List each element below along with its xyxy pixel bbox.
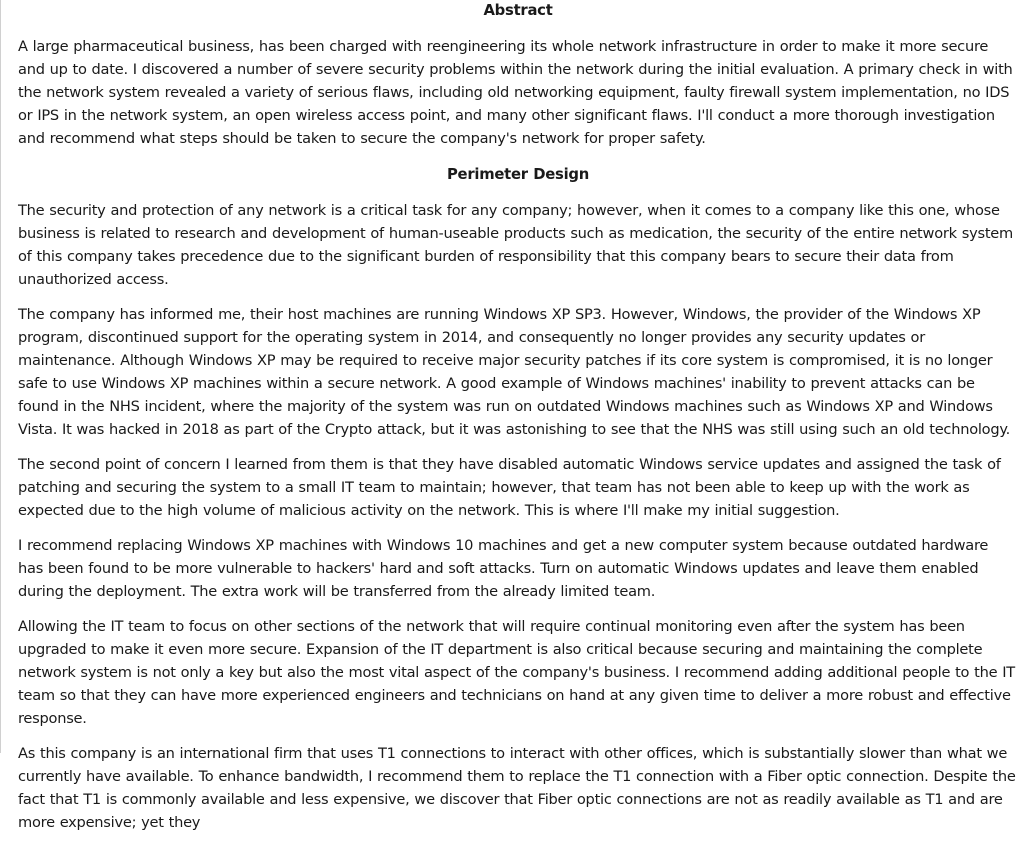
- perimeter-paragraph-4: I recommend replacing Windows XP machines with Windows 10 machines and get a new computer system because outdated hardware has been found to be more vulnerable to hackers' hard and soft attacks. Turn on automatic Windows updates and leave them enabled during the deployment. The extra work will be transferred from the already limited team.: [18, 537, 989, 600]
- perimeter-paragraph-5: Allowing the IT team to focus on other sections of the network that will require continual monitoring even after the system has been upgraded to make it even more secure. Expansion of the IT department is also critical because securing and maintaining the complete network system is not only a key but also the most vital aspect of the company's business. I recommend adding additional people to the IT team so that they can have more experienced engineers and technicians on hand at any given time to deliver a more robust and effective response.: [18, 618, 1015, 727]
- perimeter-paragraph-3: The second point of concern I learned from them is that they have disabled automatic Windows service updates and assigned the task of patching and securing the system to a small IT team to maintain; however, that team has not been able to keep up with the work as expected due to the high volume of malicious activity on the network. This is where I'll make my initial suggestion.: [18, 456, 1001, 519]
- perimeter-paragraph-1: The security and protection of any network is a critical task for any company; however, when it comes to a company like this one, whose business is related to research and development of human-useable products such as medication, the security of the entire network system of this company takes precedence due to the significant burden of responsibility that this company bears to secure their data from unauthorized access.: [18, 202, 1013, 288]
- perimeter-paragraph-2: The company has informed me, their host machines are running Windows XP SP3. However, Windows, the provider of the Windows XP program, discontinued support for the operating system in 2014, and consequently no longer provides any security updates or maintenance. Although Windows XP may be required to receive major security patches if its core system is compromised, it is no longer safe to use Windows XP machines within a secure network. A good example of Windows machines' inability to prevent attacks can be found in the NHS incident, where the majority of the system was run on outdated Windows machines such as Windows XP and Windows Vista. It was hacked in 2018 as part of the Crypto attack, but it was astonishing to see that the NHS was still using such an old technology.: [18, 306, 1011, 438]
- heading-perimeter-design: Perimeter Design: [446, 166, 590, 183]
- perimeter-paragraph-6: As this company is an international firm that uses T1 connections to interact with other offices, which is substantially slower than what we currently have available. To enhance bandwidth, I recommend them to replace the T1 connection with a Fiber optic connection. Despite the fact that T1 is commonly available and less expensive, we discover that Fiber optic connections are not as readily available as T1 and are more expensive; yet they: [18, 745, 1016, 831]
- abstract-paragraph: A large pharmaceutical business, has been charged with reengineering its whole network infrastructure in order to make it more secure and up to date. I discovered a number of severe security problems within the network during the initial evaluation. A primary check in with the network system revealed a variety of serious flaws, including old networking equipment, faulty firewall system implementation, no IDS or IPS in the network system, an open wireless access point, and many other significant flaws. I'll conduct a more thorough investigation and recommend what steps should be taken to secure the company's network for proper safety.: [18, 38, 1013, 147]
- heading-abstract: Abstract: [483, 2, 553, 19]
- document-content: [18, 0, 1018, 846]
